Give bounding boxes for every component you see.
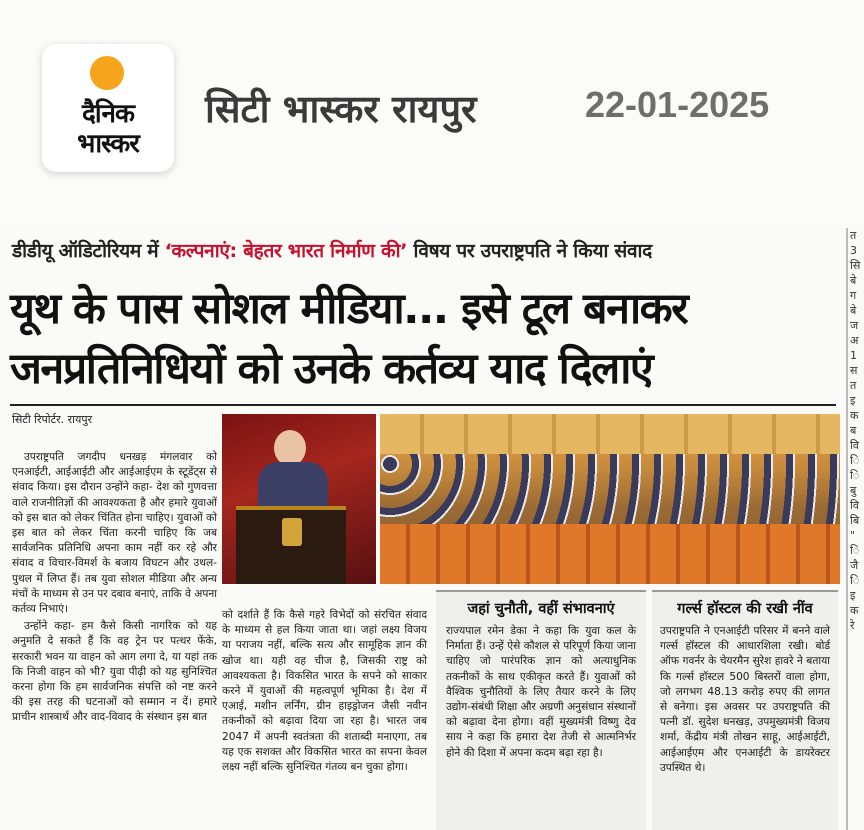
box-paragraph-challenges: राज्यपाल रमेन डेका ने कहा कि युवा कल के निर्माता हैं। उन्हें ऐसे कौशल से परिपूर्ण किया जाना चाहिए जो पारंपरिक ज्ञान को अत्याधुनिक तकनीकों के साथ एकीकृत करते हैं। युवाओं को वैश्विक चुनौतियों के लिए तैयार करने के लिए उद्योग-संबंधी शिक्षा और अग्रणी अनुसंधान संस्थानों को बढ़ावा देना होगा। वहीं मुख्यमंत्री विष्णु देव साय ने कहा कि हमारा देश तेजी से आत्मनिर्भर होने की दिशा में अपना कदम बढ़ा रहा है। xyxy=(446,625,636,759)
box-title-challenges: जहां चुनौती, वहीं संभावनाएं xyxy=(467,601,615,617)
box-title-girls-hostel: गर्ल्स हॉस्टल की रखी नींव xyxy=(677,601,813,617)
sidebar-box-challenges xyxy=(436,590,646,830)
article-column-2 xyxy=(222,608,427,826)
box-text-challenges xyxy=(436,624,646,763)
speaker-body-shape xyxy=(258,462,328,512)
audience-photo xyxy=(380,414,840,584)
kicker-pre: डीडीयू ऑडिटोरियम में xyxy=(12,240,165,262)
box-text-girls-hostel xyxy=(652,624,838,778)
newspaper-page xyxy=(0,228,864,830)
headline-line-1: यूथ के पास सोशल मीडिया... इसे टूल बनाकर xyxy=(10,284,688,334)
dainik-bhaskar-logo xyxy=(42,44,174,172)
headline-line-2: जनप्रतिनिधियों को उनके कर्तव्य याद दिलाएं xyxy=(10,344,653,394)
article-paragraph-2: उन्होंने कहा- हम कैसे किसी नागरिक को यह अनुमति दे सकते हैं कि वह ट्रेन पर पत्थर फेंके, सरकारी भवन या वाहन को आग लगा दे, या यहां तक कि निजी वाहन को भी? युवा पीढ़ी को यह सुनिश्चित करना होगा कि हम सार्वजनिक संपत्ति को नष्ट करने की इस तरह की घटनाओं को सम्मान न दें। हमारे प्राचीन शास्त्रार्थ और वाद-विवाद के संस्थान इस बात xyxy=(12,620,217,724)
article-paragraph-3: को दर्शाते हैं कि कैसे गहरे विभेदों को संरचित संवाद के माध्यम से हल किया जाता था। जहां लक्ष्य विजय या पराजय नहीं, बल्कि सत्य और सामूहिक ज्ञान की खोज था। यही वह चीज है, जिसकी राष्ट्र को आवश्यकता है। विकसित भारत के सपने को साकार करने में युवाओं की महत्वपूर्ण भूमिका है। देश में एआई, मशीन लर्निंग, ग्रीन हाइड्रोजन जैसी नवीन तकनीकों को बढ़ावा दिया जा रहा है। भारत जब 2047 में अपनी स्वतंत्रता की शताब्दी मनाएगा, तब यह एक सशक्त और विकसित भारत का सपना केवल लक्ष्य नहीं बल्कि सुनिश्चित गंतव्य बन चुका होगा। xyxy=(222,609,427,774)
article-column-1 xyxy=(12,450,217,826)
national-emblem-icon xyxy=(282,518,302,546)
audience-crowd-shape xyxy=(380,454,840,534)
logo-text-line1: दैनिक xyxy=(82,99,134,129)
edition-date: 22-01-2025 xyxy=(585,84,770,125)
headline-rule xyxy=(10,404,836,406)
article-kicker xyxy=(12,237,850,263)
adjacent-article-divider xyxy=(846,228,848,830)
adjacent-article-fragment: त 3 सि बे ग बे ज अ 1 स त इ क ब वि ि ि बु वि बि " ि जै ि इ क रे xyxy=(850,228,864,830)
auditorium-seats-shape xyxy=(380,524,840,584)
edition-title: सिटी भास्कर रायपुर xyxy=(205,87,477,131)
speaker-head-shape xyxy=(274,430,306,466)
byline: सिटी रिपोर्टर. रायपुर xyxy=(12,413,93,426)
article-paragraph-1: उपराष्ट्रपति जगदीप धनखड़ मंगलवार को एनआईटी, आईआईटी और आईआईएम के स्टूडेंट्स से संवाद किया। इस दौरान उन्होंने कहा- देश को गुणवत्ता वाले राजनीतिज्ञों की आवश्यकता है और हमारे युवाओं को इस बात को लेकर चिंतित होना चाहिए। युवाओं को इस बात को लेकर चिंता करनी चाहिए कि जब सार्वजनिक प्रतिनिधि अपना काम नहीं कर रहे और संवाद व विचार-विमर्श के बजाय विघटन और उथल-पुथल में लिप्त हैं। तब युवा सोशल मीडिया और अन्य मंचों के माध्यम से उन पर दबाव बनाएं, ताकि वे अपना कर्तव्य निभाएं। xyxy=(12,451,217,616)
speaker-photo xyxy=(222,414,376,584)
kicker-highlight: ‘कल्पनाएं: बेहतर भारत निर्माण की’ xyxy=(164,240,408,262)
kicker-post: विषय पर उपराष्ट्रपति ने किया संवाद xyxy=(407,240,652,262)
logo-text-line2: भास्कर xyxy=(77,129,139,159)
sidebar-box-girls-hostel xyxy=(652,590,838,830)
box-paragraph-girls-hostel: उपराष्ट्रपति ने एनआईटी परिसर में बनने वाले गर्ल्स हॉस्टल की आधारशिला रखी। बोर्ड ऑफ गवर्नर के चेयरमैन सुरेश हावरे ने बताया कि गर्ल्स हॉस्टल 500 बिस्तरों वाला होगा, जो लगभग 48.13 करोड़ रुपए की लागत से बनेगा। इस अवसर पर उपराष्ट्रपति की पत्नी डॉ. सुदेश धनखड़, उपमुख्यमंत्री विजय शर्मा, केंद्रीय मंत्री तोखन साहू, आईआईटी, आईआईएम और एनआईटी के डायरेक्टर उपस्थित थे। xyxy=(660,625,830,774)
logo-sun-icon xyxy=(90,56,124,90)
auditorium-wall-shape xyxy=(380,414,840,454)
